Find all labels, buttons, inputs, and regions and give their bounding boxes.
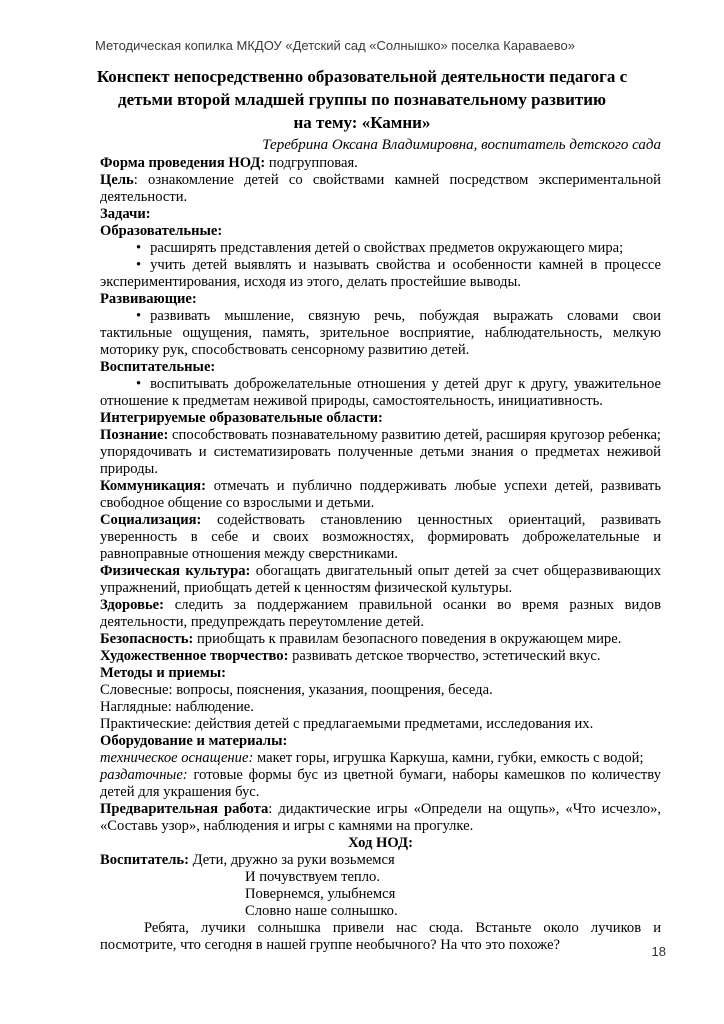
paragraph: [100, 699, 661, 716]
document-body: [100, 155, 661, 954]
paragraph-lead: Здоровье:: [100, 597, 165, 613]
title-line: на тему: «Камни»: [293, 113, 431, 132]
paragraph: [100, 427, 661, 478]
paragraph-lead: Форма проведения НОД:: [100, 155, 266, 171]
title-line: детьми второй младшей группы по познавательному развитию: [117, 90, 607, 109]
paragraph-text: воспитывать доброжелательные отношения у детей друг к другу, уважительное отношение к предметам неживой природы, самостоятельность, инициативность.: [100, 376, 661, 409]
paragraph-lead: Образовательные:: [100, 223, 223, 239]
paragraph-text: Дети, дружно за руки возьмемся: [189, 852, 395, 868]
paragraph-text: учить детей выявлять и называть свойства и особенности камней в процессе экспериментирования, исходя из этого, делать простейшие выводы.: [100, 257, 661, 290]
paragraph-lead: Методы и приемы:: [100, 665, 226, 681]
author-line: Теребрина Оксана Владимировна, воспитатель детского сада: [262, 137, 661, 153]
paragraph-text: обогащать двигательный опыт детей за счет общеразвивающих упражнений, приобщать детей к ценностям физической культуры.: [100, 563, 661, 596]
paragraph: [100, 410, 661, 427]
paragraph-text: следить за поддержанием правильной осанки во время разных видов деятельности, предупреждать переутомление детей.: [100, 597, 661, 630]
paragraph-lead: Физическая культура:: [100, 563, 251, 579]
paragraph: [100, 291, 661, 308]
paragraph: [100, 733, 661, 750]
paragraph: [100, 648, 661, 665]
bullet-icon: •: [136, 308, 142, 324]
paragraph: [100, 257, 661, 291]
paragraph-lead: Художественное творчество:: [100, 648, 289, 664]
paragraph-lead: Цель: [100, 172, 134, 188]
paragraph: [100, 376, 661, 410]
paragraph: [100, 359, 661, 376]
paragraph-lead: Предварительная работа: [100, 801, 269, 817]
paragraph: [100, 920, 661, 954]
paragraph-lead: Безопасность:: [100, 631, 194, 647]
paragraph-text: : дидактические игры «Определи на ощупь», «Что исчезло», «Составь узор», наблюдения и игры с камнями на прогулке.: [100, 801, 662, 834]
paragraph-text: Наглядные: наблюдение.: [100, 699, 254, 715]
paragraph: [100, 478, 661, 512]
bullet-icon: •: [136, 376, 142, 392]
paragraph-text: Словно наше солнышко.: [245, 903, 398, 919]
paragraph-text: приобщать к правилам безопасного поведения в окружающем мире.: [193, 631, 622, 647]
bullet-icon: •: [136, 240, 142, 256]
paragraph: [245, 886, 661, 903]
paragraph: [100, 223, 661, 240]
paragraph: [100, 716, 661, 733]
paragraph: [100, 597, 661, 631]
paragraph-text: Практические: действия детей с предлагаемыми предметами, исследования их.: [100, 716, 594, 732]
paragraph-text: И почувствуем тепло.: [245, 869, 380, 885]
paragraph: [100, 512, 661, 563]
paragraph: [245, 903, 661, 920]
paragraph-text: расширять представления детей о свойствах предметов окружающего мира;: [150, 240, 624, 256]
paragraph: [100, 172, 661, 206]
paragraph-text: содействовать становлению ценностных ориентаций, развивать уверенность в себе и своих возможностях, формировать доброжелательные и равноправные отношения между сверстниками.: [100, 512, 661, 562]
paragraph-lead: раздаточные:: [100, 767, 188, 783]
bullet-icon: •: [136, 257, 142, 273]
paragraph: [100, 563, 661, 597]
paragraph: [100, 308, 661, 359]
paragraph: [100, 750, 661, 767]
paragraph-text: развивать мышление, связную речь, побуждая выражать словами свои тактильные ощущения, память, зрительное восприятие, наблюдательность, мелкую моторику рук, способствовать сенсорному развитию детей.: [100, 308, 661, 358]
paragraph-text: подгрупповая.: [265, 155, 358, 171]
paragraph-text: Ребята, лучики солнышка привели нас сюда. Встаньте около лучиков и посмотрите, что сегодня в нашей группе необычного? На что это похоже?: [100, 920, 661, 953]
paragraph: [100, 835, 661, 852]
paragraph-text: отмечать и публично поддерживать любые успехи детей, развивать свободное общение со взрослыми и детьми.: [100, 478, 661, 511]
paragraph-text: макет горы, игрушка Каркуша, камни, губки, емкость с водой;: [253, 750, 644, 766]
paragraph: [100, 206, 661, 223]
paragraph: [100, 852, 661, 869]
page-number: 18: [651, 944, 666, 959]
paragraph-text: способствовать познавательному развитию детей, расширяя кругозор ребенка; упорядочивать и систематизировать полученные детьми знания о предметах неживой природы.: [100, 427, 661, 477]
title-line: Конспект непосредственно образовательной деятельности педагога с: [96, 67, 628, 86]
paragraph-lead: Развивающие:: [100, 291, 197, 307]
paragraph-lead: техническое оснащение:: [100, 750, 254, 766]
paragraph-text: готовые формы бус из цветной бумаги, наборы камешков по количеству детей для украшения бус.: [100, 767, 661, 800]
paragraph: [100, 682, 661, 699]
paragraph-lead: Интегрируемые образовательные области:: [100, 410, 383, 426]
paragraph-text: развивать детское творчество, эстетический вкус.: [288, 648, 601, 664]
paragraph: [100, 631, 661, 648]
paragraph: [100, 767, 661, 801]
paragraph-lead: Воспитатель:: [100, 852, 190, 868]
paragraph-lead: Познание:: [100, 427, 169, 443]
paragraph: [100, 155, 661, 172]
paragraph-text: Повернемся, улыбнемся: [245, 886, 396, 902]
paragraph: [100, 801, 661, 835]
paragraph-text: Ход НОД:: [348, 835, 413, 851]
paragraph-lead: Коммуникация:: [100, 478, 206, 494]
paragraph-text: Словесные: вопросы, пояснения, указания, поощрения, беседа.: [100, 682, 493, 698]
paragraph-lead: Оборудование и материалы:: [100, 733, 288, 749]
document-title: [45, 65, 679, 134]
paragraph: [245, 869, 661, 886]
paragraph-lead: Воспитательные:: [100, 359, 216, 375]
paragraph: [100, 240, 661, 257]
paragraph-lead: Социализация:: [100, 512, 202, 528]
paragraph-text: : ознакомление детей со свойствами камней посредством экспериментальной деятельности.: [100, 172, 661, 205]
paragraph: [100, 665, 661, 682]
paragraph-lead: Задачи:: [100, 206, 151, 222]
document-running-header: Методическая копилка МКДОУ «Детский сад «Солнышко» поселка Караваево»: [95, 38, 575, 53]
